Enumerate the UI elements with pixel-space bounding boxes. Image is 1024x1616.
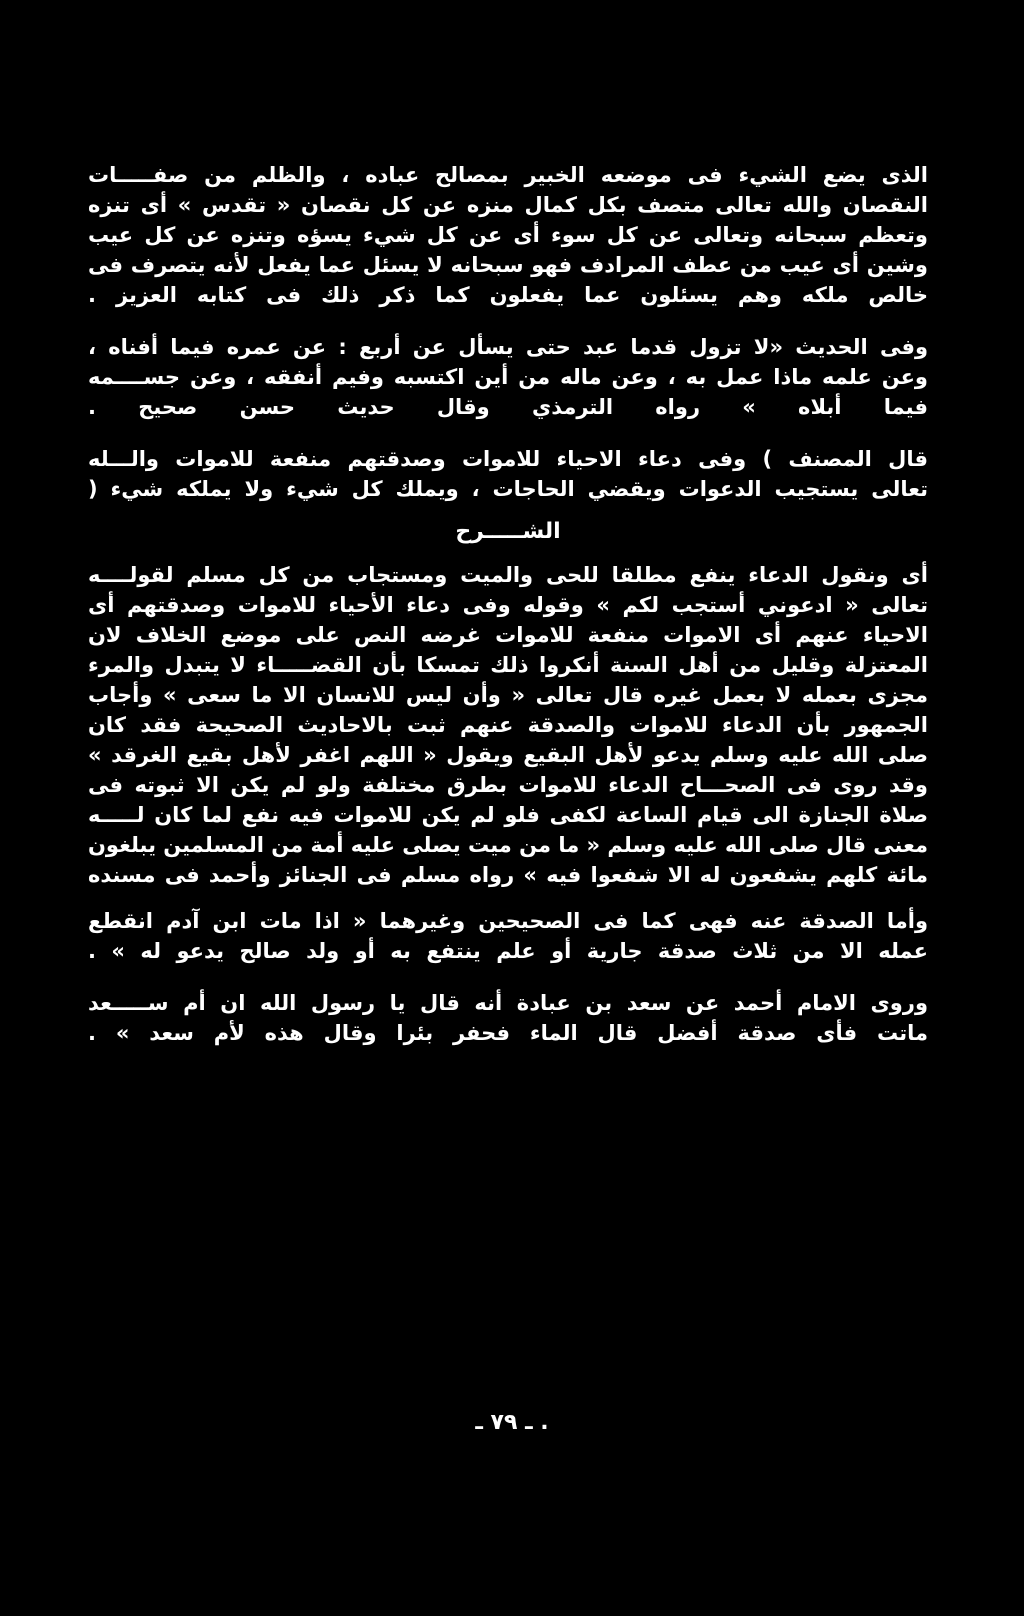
paragraph-spacer — [88, 422, 928, 444]
text-line: الجمهور بأن الدعاء للاموات والصدقة عنهم ثبت بالاحاديث الصحيحة فقد كان — [88, 713, 928, 737]
paragraph-1 — [88, 160, 928, 310]
text-line: المعتزلة وقليل من أهل السنة أنكروا ذلك تمسكا بأن القضـــــاء لا يتبدل والمرء — [88, 653, 928, 677]
paragraph-2 — [88, 332, 928, 422]
section-heading: الشـــــرح — [455, 519, 561, 544]
text-line: تعالى « ادعوني أستجب لكم » وقوله وفى دعاء الأحياء للاموات وصدقتهم أى — [88, 593, 928, 617]
text-line: وشين أى عيب من عطف المرادف فهو سبحانه لا يسئل عما يفعل لأنه يتصرف فى — [88, 253, 928, 277]
text-line: مائة كلهم يشفعون له الا شفعوا فيه » رواه مسلم فى الجنائز وأحمد فى مسنده — [88, 863, 928, 887]
text-line: صلاة الجنازة الى قيام الساعة لكفى فلو لم يكن للاموات فيه نفع لما كان لـــــه — [88, 803, 928, 827]
text-line: وفى الحديث «لا تزول قدما عبد حتى يسأل عن أربع : عن عمره فيما أفناه ، — [88, 335, 928, 359]
paragraph-spacer — [88, 310, 928, 332]
text-line: ماتت فأى صدقة أفضل قال الماء فحفر بئرا وقال هذه لأم سعد » . — [88, 1021, 928, 1045]
page-number: ـ ٧٩ ـ . — [475, 1410, 549, 1435]
paragraph-spacer — [88, 890, 928, 906]
text-line: فيما أبلاه » رواه الترمذي وقال حديث حسن صحيح . — [88, 395, 928, 419]
text-line: أى ونقول الدعاء ينفع مطلقا للحى والميت ومستجاب من كل مسلم لقولــــه — [88, 563, 928, 587]
paragraph-spacer — [88, 966, 928, 988]
text-line: وتعظم سبحانه وتعالى عن كل سوء أى عن كل شيء يسؤه وتنزه عن كل عيب — [88, 223, 928, 247]
text-line: النقصان والله تعالى متصف بكل كمال منزه عن كل نقصان « تقدس » أى تنزه — [88, 193, 928, 217]
text-line: وأما الصدقة عنه فهى كما فى الصحيحين وغيرهما « اذا مات ابن آدم انقطع — [88, 909, 928, 933]
paragraph-5 — [88, 906, 928, 966]
text-line: خالص ملكه وهم يسئلون عما يفعلون كما ذكر ذلك فى كتابه العزيز . — [88, 283, 928, 307]
text-line: عمله الا من ثلاث صدقة جارية أو علم ينتفع به أو ولد صالح يدعو له » . — [88, 939, 928, 963]
text-line: الذى يضع الشيء فى موضعه الخبير بمصالح عباده ، والظلم من صفـــــات — [88, 163, 928, 187]
text-line: صلى الله عليه وسلم يدعو لأهل البقيع ويقول « اللهم اغفر لأهل بقيع الغرقد » — [88, 743, 928, 767]
text-line: تعالى يستجيب الدعوات ويقضي الحاجات ، ويملك كل شيء ولا يملكه شيء ( — [88, 477, 928, 501]
text-line: معنى قال صلى الله عليه وسلم « ما من ميت يصلى عليه أمة من المسلمين يبلغون — [88, 833, 928, 857]
paragraph-4 — [88, 560, 928, 890]
text-line: قال المصنف ) وفى دعاء الاحياء للاموات وصدقتهم منفعة للاموات والـــله — [88, 447, 928, 471]
text-line: وروى الامام أحمد عن سعد بن عبادة أنه قال يا رسول الله ان أم ســـــعد — [88, 991, 928, 1015]
paragraph-3 — [88, 444, 928, 504]
text-line: الاحياء عنهم أى الاموات منفعة للاموات غرضه النص على موضع الخلاف لان — [88, 623, 928, 647]
text-line: مجزى بعمله لا بعمل غيره قال تعالى « وأن ليس للانسان الا ما سعى » وأجاب — [88, 683, 928, 707]
text-line: وعن علمه ماذا عمل به ، وعن ماله من أين اكتسبه وفيم أنفقه ، وعن جســــمه — [88, 365, 928, 389]
paragraph-6 — [88, 988, 928, 1048]
page-body — [88, 160, 928, 1048]
text-line: وقد روى فى الصحـــاح الدعاء للاموات بطرق مختلفة ولو لم يكن الا ثبوته فى — [88, 773, 928, 797]
